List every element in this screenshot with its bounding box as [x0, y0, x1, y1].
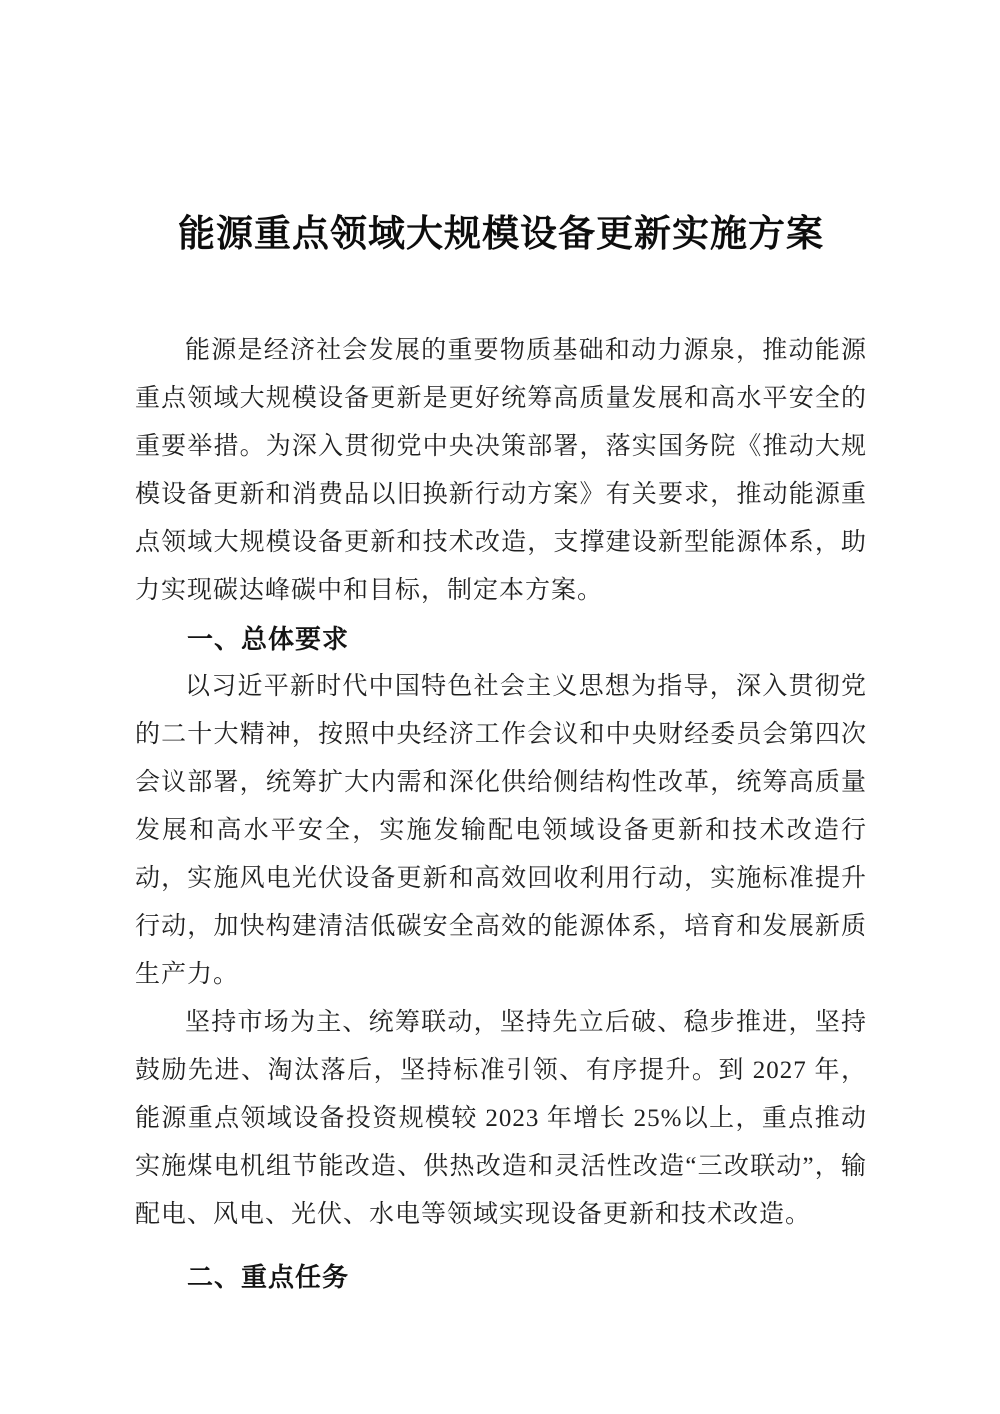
section-heading-key-tasks: 二、重点任务	[187, 1262, 350, 1292]
section-1-paragraph-1: 以习近平新时代中国特色社会主义思想为指导，深入贯彻党的二十大精神，按照中央经济工作会议和中央财经委员会第四次会议部署，统筹扩大内需和深化供给侧结构性改革，统筹高质量发展和高水平安全，实施发输配电领域设备更新和技术改造行动，实施风电光伏设备更新和高效回收利用行动，实施标准提升行动，加快构建清洁低碳安全高效的能源体系，培育和发展新质生产力。	[135, 673, 867, 988]
section-heading-general-requirements: 一、总体要求	[187, 624, 350, 654]
intro-paragraph: 能源是经济社会发展的重要物质基础和动力源泉，推动能源重点领域大规模设备更新是更好统筹高质量发展和高水平安全的重要举措。为深入贯彻党中央决策部署，落实国务院《推动大规模设备更新和消费品以旧换新行动方案》有关要求，推动能源重点领域大规模设备更新和技术改造，支撑建设新型能源体系，助力实现碳达峰碳中和目标，制定本方案。	[135, 337, 867, 604]
section-1-paragraph-2: 坚持市场为主、统筹联动，坚持先立后破、稳步推进，坚持鼓励先进、淘汰落后，坚持标准引领、有序提升。到 2027 年，能源重点领域设备投资规模较 2023 年增长 25%以上，重点推动实施煤电机组节能改造、供热改造和灵活性改造“三改联动”，输配电、风电、光伏、水电等领域实现设备更新和技术改造。	[135, 1009, 867, 1228]
document-title: 能源重点领域大规模设备更新实施方案	[178, 214, 824, 255]
